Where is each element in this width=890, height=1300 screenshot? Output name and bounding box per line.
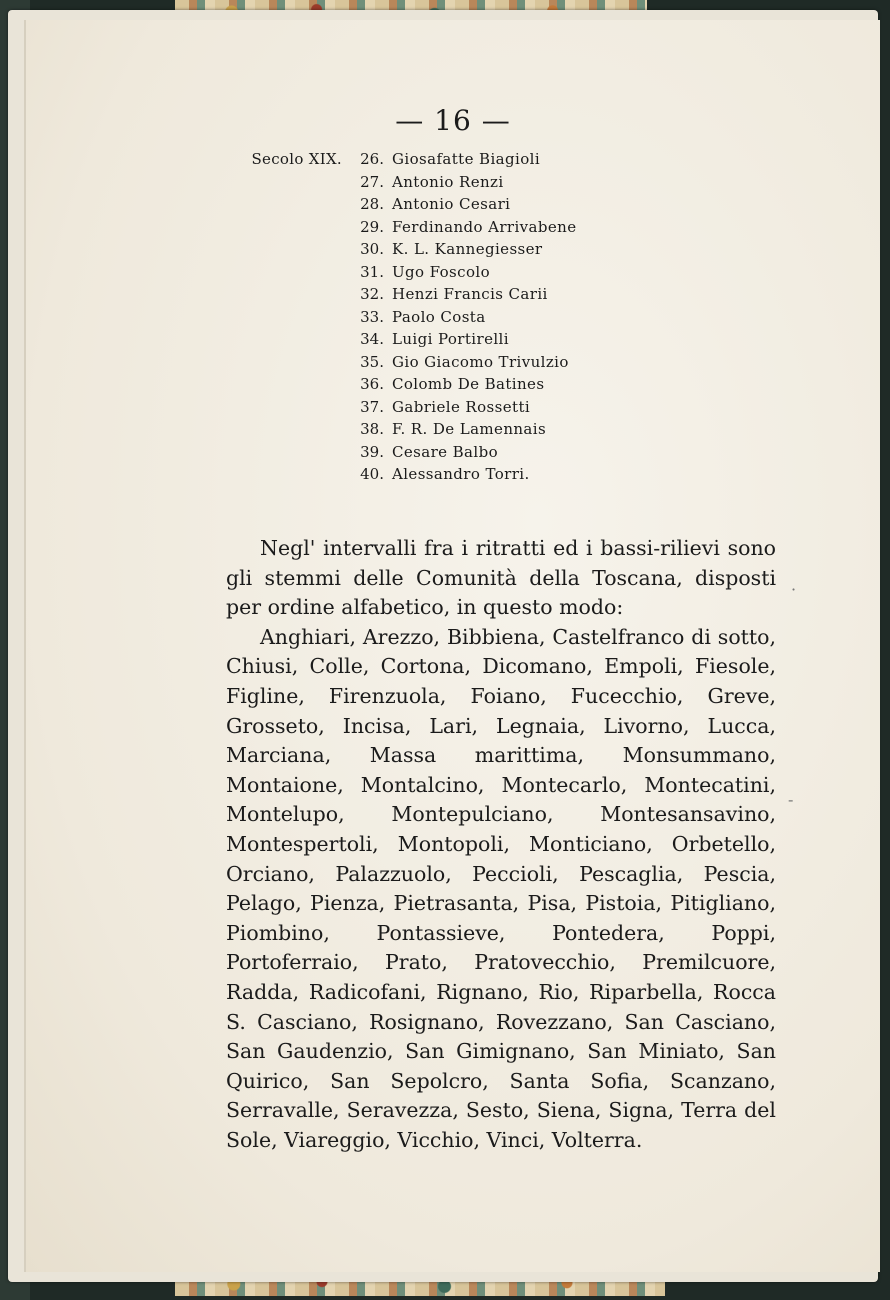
list-item — [242, 328, 577, 351]
list-item — [242, 261, 577, 284]
paragraph-intro: Negl' intervalli fra i ritratti ed i bassi-rilievi sono gli stemmi delle Comunità della Toscana, disposti per ordine alfabetico, in questo modo: — [226, 536, 776, 620]
entry-name: Antonio Renzi — [392, 172, 504, 191]
entry-name: Colomb De Batines — [392, 375, 545, 393]
list-item — [242, 306, 577, 329]
list-item — [242, 283, 577, 306]
entry-number: 27. — [360, 172, 384, 191]
entry-name: Ferdinando Arrivabene — [392, 217, 577, 236]
entry-number: 39. — [360, 442, 384, 461]
body-text — [226, 534, 776, 1155]
entry-number: 29. — [360, 217, 384, 236]
list-item — [242, 193, 577, 216]
entry-number: 40. — [360, 465, 384, 483]
list-item — [242, 171, 577, 194]
entry-name: Alessandro Torri. — [392, 465, 530, 483]
entry-name: Paolo Costa — [392, 307, 486, 326]
list-item — [242, 418, 577, 441]
entry-name: Gabriele Rossetti — [392, 397, 531, 416]
list-item — [242, 373, 577, 396]
entry-name: Antonio Cesari — [392, 195, 511, 213]
entry-name: Ugo Foscolo — [392, 262, 491, 281]
book-page — [24, 20, 880, 1272]
entry-number: 28. — [360, 195, 384, 213]
entry-number: 35. — [360, 352, 384, 371]
page-number: — 16 — — [395, 104, 511, 137]
list-item — [242, 148, 577, 171]
stray-mark: - — [788, 790, 794, 809]
entry-number: 30. — [360, 240, 384, 258]
entry-number: 26. — [360, 150, 384, 168]
entry-number: 31. — [360, 262, 384, 281]
entry-name: Giosafatte Biagioli — [392, 150, 541, 168]
entry-number: 37. — [360, 397, 384, 416]
portrait-list — [242, 148, 577, 486]
list-item — [242, 216, 577, 239]
entry-name: K. L. Kannegiesser — [392, 240, 543, 258]
entry-name: Cesare Balbo — [392, 442, 499, 461]
list-item — [242, 396, 577, 419]
list-item — [242, 463, 577, 486]
entry-number: 38. — [360, 420, 384, 438]
entry-number: 32. — [360, 285, 384, 303]
entry-name: Henzi Francis Carii — [392, 285, 548, 303]
entry-number: 36. — [360, 375, 384, 393]
entry-name: F. R. De Lamennais — [392, 420, 547, 438]
entry-number: 34. — [360, 330, 384, 348]
list-item — [242, 238, 577, 261]
entry-number: 33. — [360, 307, 384, 326]
entry-name: Gio Giacomo Trivulzio — [392, 352, 569, 371]
century-label: Secolo XIX. — [251, 150, 342, 168]
paragraph-communes: Anghiari, Arezzo, Bibbiena, Castelfranco di sotto, Chiusi, Colle, Cortona, Dicomano, Empoli, Fiesole, Figline, Firenzuola, Foiano, Fucecchio, Greve, Grosseto, Incisa, Lari, Legnaia, Livorno, Lucca, Marciana, Massa marittima, Monsummano, Montaione, Montalcino, Montecarlo, Montecatini, Montelupo, Montepulciano, Montesansavino, Montespertoli, Montopoli, Monticiano, Orbetello, Orciano, Palazzuolo, Peccioli, Pescaglia, Pescia, Pelago, Pienza, Pietrasanta, Pisa, Pistoia, Pitigliano, Piombino, Pontassieve, Pontedera, Poppi, Portoferraio, Prato, Pratovecchio, Premilcuore, Radda, Radicofani, Rignano, Rio, Riparbella, Rocca S. Casciano, Rosignano, Rovezzano, San Casciano, San Gaudenzio, San Gimignano, San Miniato, San Quirico, San Sepolcro, Santa Sofia, Scanzano, Serravalle, Seravezza, Sesto, Siena, Signa, Terra del Sole, Viareggio, Vicchio, Vinci, Volterra. — [226, 624, 776, 1152]
list-item — [242, 441, 577, 464]
list-item — [242, 351, 577, 374]
stray-mark: · — [791, 580, 797, 599]
entry-name: Luigi Portirelli — [392, 330, 509, 348]
